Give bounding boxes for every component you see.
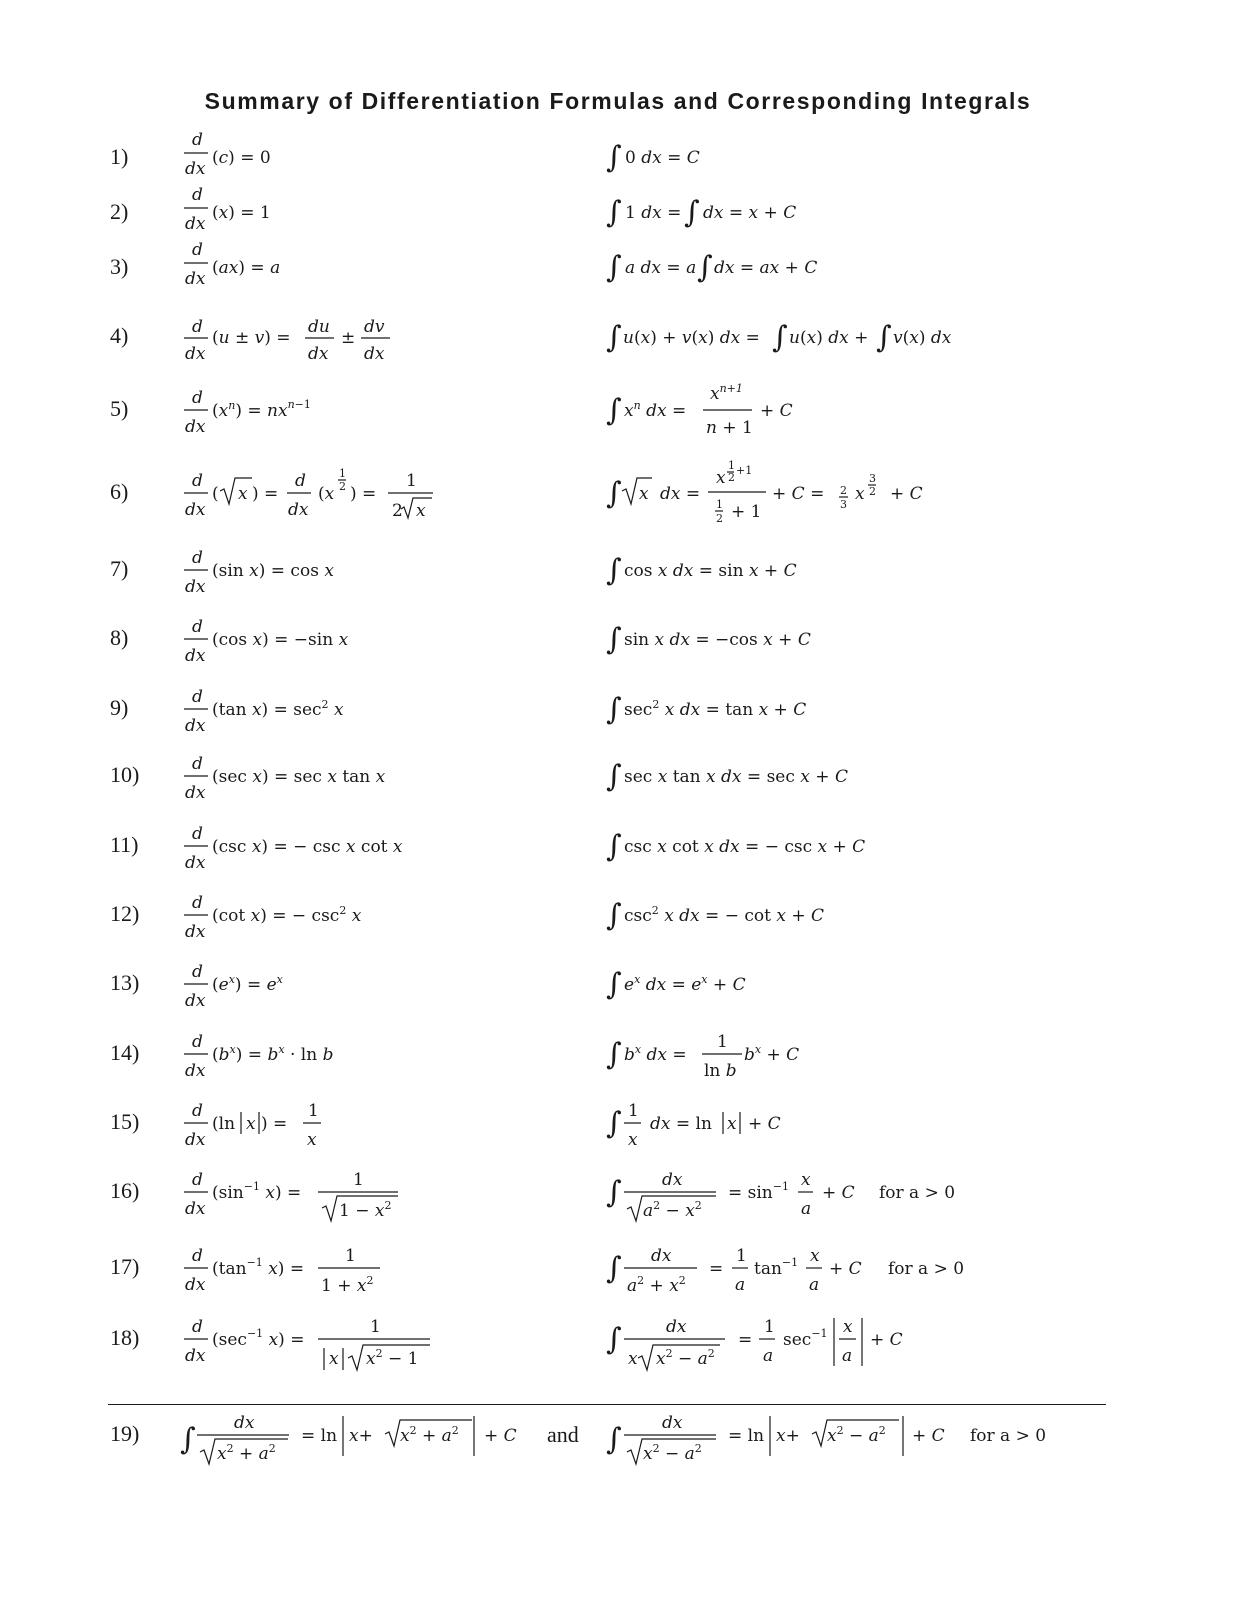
svg-text:dx: dx xyxy=(185,716,206,736)
svg-text:2: 2 xyxy=(392,501,403,521)
row-number: 16) xyxy=(110,1178,140,1203)
svg-text:2: 2 xyxy=(716,512,723,525)
svg-text:(tan−1 x) =: ($\tan^{-1}$ x) = xyxy=(212,1256,305,1279)
svg-text:(tan x) = sec2 x: (tan $x) = \sec^2 x$ xyxy=(212,698,344,720)
svg-text:∫: ∫ xyxy=(876,320,892,355)
svg-text:a: a xyxy=(809,1275,820,1295)
row-number: 15) xyxy=(110,1109,140,1134)
svg-text:dx: dx xyxy=(662,1413,683,1433)
row-number: 12) xyxy=(110,901,140,926)
svg-text:1: 1 xyxy=(728,459,735,472)
row-number: 8) xyxy=(110,625,129,650)
svg-text:= ln: = ln xyxy=(728,1426,765,1446)
svg-text:x2 + a2: $x^2 + a^2$ xyxy=(400,1424,459,1446)
svg-text:d: d xyxy=(192,1032,203,1052)
svg-text:cos x dx = sin x + C: cos x dx = sin x + C xyxy=(624,561,797,581)
svg-text:= sin−1: = $\sin^{-1}$ xyxy=(728,1180,789,1203)
svg-text:dx: dx xyxy=(185,417,206,437)
svg-text:1: 1 xyxy=(764,1317,775,1337)
svg-text:v(x) dx: v(x) dx xyxy=(893,328,952,348)
svg-text:∫: ∫ xyxy=(606,1175,622,1210)
svg-text:∫: ∫ xyxy=(606,1422,622,1457)
row-number: 10) xyxy=(110,762,140,787)
svg-text:d: d xyxy=(192,548,203,568)
svg-text:∫: ∫ xyxy=(606,1106,622,1141)
svg-text:∫: ∫ xyxy=(606,476,622,511)
row-number: 11) xyxy=(110,832,139,857)
svg-text:u(x) dx +: u(x) dx + xyxy=(789,328,869,348)
svg-text:dx = ax + C: dx = ax + C xyxy=(714,258,818,278)
svg-text:1 + x2: $1 + x^2$ xyxy=(321,1274,374,1296)
svg-text:du: du xyxy=(308,317,330,337)
row-number: 17) xyxy=(110,1254,140,1279)
svg-text:∫: ∫ xyxy=(606,967,622,1002)
svg-text:u(x) + v(x) dx =: u(x) + v(x) dx = xyxy=(623,328,760,348)
svg-text:1: 1 xyxy=(406,471,417,491)
svg-text:d: d xyxy=(192,130,203,150)
svg-text:∫: ∫ xyxy=(606,320,622,355)
svg-text:a2 − x2: $a^2 - x^2$ xyxy=(643,1199,702,1221)
svg-text:dx: dx xyxy=(185,853,206,873)
svg-text:1: 1 xyxy=(628,1101,639,1121)
svg-text:dx: dx xyxy=(185,159,206,179)
row-number: 4) xyxy=(110,323,129,348)
svg-text:x: x xyxy=(639,484,649,504)
svg-text:(cos x) = −sin x: (cos x) = −sin x xyxy=(212,630,349,650)
svg-text:dx: dx xyxy=(666,1317,687,1337)
svg-text:sin x dx = −cos x + C: sin x dx = −cos x + C xyxy=(624,630,811,650)
svg-text:2: 2 xyxy=(869,485,876,498)
svg-text:∫: ∫ xyxy=(606,759,622,794)
connector-text: and xyxy=(547,1422,579,1447)
svg-text:1 dx =: 1 dx = xyxy=(625,203,682,223)
svg-text:sec2 x dx = tan x + C: $\sec^2 x$ dx = tan x + C xyxy=(624,698,807,720)
svg-text:d: d xyxy=(192,824,203,844)
svg-text:bx + C: $b^x + C$ xyxy=(744,1043,800,1065)
row-number: 1) xyxy=(110,144,129,169)
svg-text:=: = xyxy=(709,1259,724,1279)
svg-text:(c) = 0: (c) = 0 xyxy=(212,148,271,168)
svg-text:(cot x) = − csc2 x: (cot x) = − $\csc^2 x$ xyxy=(212,904,362,926)
svg-text:x: x xyxy=(307,1130,317,1150)
svg-text:dx = ln: dx = ln xyxy=(650,1114,712,1134)
svg-text:1: 1 xyxy=(736,1246,747,1266)
svg-text:+ C: + C xyxy=(829,1259,862,1279)
svg-text:1: 1 xyxy=(345,1246,356,1266)
row-number: 5) xyxy=(110,396,129,421)
svg-text:dx: dx xyxy=(651,1246,672,1266)
svg-text:x: x xyxy=(716,468,726,488)
svg-text:x: x xyxy=(628,1349,638,1369)
svg-text:1: 1 xyxy=(308,1101,319,1121)
svg-text:(: ( xyxy=(212,484,219,504)
row-number: 9) xyxy=(110,695,129,720)
svg-text:1 − x2: $1 - x^2$ xyxy=(339,1199,392,1221)
svg-text:x: x xyxy=(855,484,865,504)
row-number: 2) xyxy=(110,199,129,224)
svg-text:dx =: dx = xyxy=(660,484,701,504)
svg-text:d: d xyxy=(192,754,203,774)
svg-text:(x) = 1: (x) = 1 xyxy=(212,203,271,223)
svg-text:a2 + x2: $a^2 + x^2$ xyxy=(627,1274,686,1296)
svg-text:ex dx = ex + C: $e^x$ dx = $e^x + C$ xyxy=(624,973,746,995)
svg-text:∫: ∫ xyxy=(606,1322,622,1357)
svg-text:+ C: + C xyxy=(484,1426,517,1446)
svg-text:(ex) = ex: $(e^x) = e^x$ xyxy=(212,973,283,995)
condition-text: for a > 0 xyxy=(970,1426,1047,1446)
svg-text:dx: dx xyxy=(288,500,309,520)
svg-text:dx: dx xyxy=(308,344,329,364)
svg-text:∫: ∫ xyxy=(606,1037,622,1072)
svg-text:x2 + a2: $x^2 + a^2$ xyxy=(217,1442,276,1464)
svg-text:+ C: + C xyxy=(870,1330,903,1350)
svg-text:dv: dv xyxy=(364,317,385,337)
svg-text:d: d xyxy=(192,893,203,913)
svg-text:+ C: + C xyxy=(890,484,923,504)
svg-text:∫: ∫ xyxy=(606,898,622,933)
svg-text:sec−1: $\sec^{-1}$ xyxy=(783,1327,828,1350)
svg-text:±: ± xyxy=(341,328,356,348)
svg-text:a: a xyxy=(763,1346,774,1366)
svg-text:d: d xyxy=(192,962,203,982)
svg-text:1: 1 xyxy=(717,1032,728,1052)
formula-row-18 xyxy=(0,1292,1236,1392)
svg-text:x2 − a2: $x^2 - a^2$ xyxy=(827,1424,886,1446)
svg-text:x: x xyxy=(416,501,426,521)
svg-text:x+: x+ xyxy=(776,1426,800,1446)
svg-text:dx: dx xyxy=(185,991,206,1011)
svg-text:x: x xyxy=(843,1317,853,1337)
svg-text:∫: ∫ xyxy=(772,320,788,355)
svg-text:bx dx =: $b^x$ dx = xyxy=(624,1043,687,1065)
svg-text:d: d xyxy=(192,1170,203,1190)
svg-text:(bx) = bx · ln b: $(b^x) = b^x \cdot \ln b$ xyxy=(212,1043,334,1065)
svg-text:d: d xyxy=(192,617,203,637)
svg-text:(csc x) = − csc x cot x: (csc x) = − csc x cot x xyxy=(212,837,403,857)
svg-text:∫: ∫ xyxy=(606,622,622,657)
svg-text:+ C: + C xyxy=(748,1114,781,1134)
svg-text:d: d xyxy=(295,471,306,491)
formula-row-19 xyxy=(0,1388,1236,1488)
svg-text:∫: ∫ xyxy=(606,393,622,428)
svg-text:(xn) = nxn−1: $(x^n) = nx^n-1$ xyxy=(212,398,311,421)
svg-text:dx: dx xyxy=(185,1275,206,1295)
svg-text:dx: dx xyxy=(185,646,206,666)
svg-text:x: x xyxy=(801,1170,811,1190)
svg-text:dx: dx xyxy=(185,344,206,364)
svg-text:(ln: (ln xyxy=(212,1114,236,1134)
svg-text:∫: ∫ xyxy=(606,140,622,175)
svg-text:xn+1: $x^{n+1}$ xyxy=(710,382,743,404)
svg-text:dx: dx xyxy=(185,1061,206,1081)
svg-text:0 dx = C: 0 dx = C xyxy=(625,148,700,168)
svg-text:(sec x) = sec x tan x: (sec x) = sec x tan x xyxy=(212,767,386,787)
svg-text:d: d xyxy=(192,317,203,337)
svg-text:a dx = a: a dx = a xyxy=(625,258,697,278)
svg-text:d: d xyxy=(192,687,203,707)
svg-text:3: 3 xyxy=(840,498,847,511)
svg-text:∫: ∫ xyxy=(606,692,622,727)
svg-text:dx: dx xyxy=(185,1346,206,1366)
condition-text: for a > 0 xyxy=(888,1259,965,1279)
svg-text:a: a xyxy=(735,1275,746,1295)
svg-text:+ C: + C xyxy=(822,1183,855,1203)
svg-text:dx: dx xyxy=(185,500,206,520)
svg-text:=: = xyxy=(738,1330,753,1350)
row-number: 13) xyxy=(110,970,140,995)
svg-text:sec x tan x dx = sec x + C: sec x tan x dx = sec x + C xyxy=(624,767,848,787)
row-number: 6) xyxy=(110,479,129,504)
svg-text:a: a xyxy=(801,1199,812,1219)
svg-text:csc2 x dx = − cot x + C: $\csc^2 x$ dx = − cot x + C xyxy=(624,904,825,926)
svg-text:tan−1: $\tan^{-1}$ xyxy=(754,1256,799,1279)
svg-text:1: 1 xyxy=(716,498,723,511)
svg-text:x+: x+ xyxy=(349,1426,373,1446)
svg-text:) =: ) = xyxy=(252,484,279,504)
svg-text:∫: ∫ xyxy=(606,829,622,864)
svg-text:∫: ∫ xyxy=(606,1251,622,1286)
svg-text:n + 1: n + 1 xyxy=(706,418,753,438)
svg-text:(sin−1 x) =: ($\sin^{-1}$ x) = xyxy=(212,1180,302,1203)
svg-text:∫: ∫ xyxy=(606,195,622,230)
svg-text:a: a xyxy=(842,1346,853,1366)
svg-text:dx = x + C: dx = x + C xyxy=(703,203,797,223)
svg-text:+ C: + C xyxy=(912,1426,945,1446)
svg-text:xn dx =: $x^n$ dx = xyxy=(624,399,687,421)
svg-text:dx: dx xyxy=(185,1130,206,1150)
svg-text:x2 − a2: $x^2 - a^2$ xyxy=(656,1347,715,1369)
svg-text:x: x xyxy=(246,1114,256,1134)
svg-text:d: d xyxy=(192,185,203,205)
svg-text:1: 1 xyxy=(370,1317,381,1337)
svg-text:x: x xyxy=(329,1349,339,1369)
svg-text:2: 2 xyxy=(728,471,735,484)
svg-text:∫: ∫ xyxy=(180,1422,196,1457)
svg-text:+1: +1 xyxy=(736,464,753,477)
svg-text:(sec−1 x) =: ($\sec^{-1}$ x) = xyxy=(212,1327,305,1350)
svg-text:d: d xyxy=(192,388,203,408)
svg-text:= ln: = ln xyxy=(301,1426,338,1446)
row-number: 14) xyxy=(110,1040,140,1065)
svg-text:+ 1: + 1 xyxy=(731,502,762,522)
svg-text:dx: dx xyxy=(185,269,206,289)
row-number: 3) xyxy=(110,254,129,279)
svg-text:x2 − a2: $x^2 - a^2$ xyxy=(643,1442,702,1464)
svg-text:1: 1 xyxy=(339,467,346,480)
svg-text:x: x xyxy=(810,1246,820,1266)
svg-text:) =: ) = xyxy=(350,484,377,504)
svg-text:∫: ∫ xyxy=(606,250,622,285)
svg-text:dx: dx xyxy=(185,1199,206,1219)
svg-text:(x: (x xyxy=(318,484,335,504)
page-title: Summary of Differentiation Formulas and Corresponding Integrals xyxy=(204,88,1032,114)
svg-text:dx: dx xyxy=(185,577,206,597)
svg-text:d: d xyxy=(192,240,203,260)
svg-text:x: x xyxy=(727,1114,737,1134)
condition-text: for a > 0 xyxy=(879,1183,956,1203)
svg-text:∫: ∫ xyxy=(697,250,713,285)
svg-text:d: d xyxy=(192,1317,203,1337)
svg-text:(sin x) = cos x: (sin x) = cos x xyxy=(212,561,334,581)
svg-text:+ C: + C xyxy=(760,401,793,421)
svg-text:d: d xyxy=(192,1246,203,1266)
svg-text:ln b: ln b xyxy=(704,1061,737,1081)
svg-text:x2 − 1: $x^2 - 1$ xyxy=(366,1347,419,1369)
svg-text:1: 1 xyxy=(353,1170,364,1190)
svg-text:3: 3 xyxy=(869,472,876,485)
svg-text:dx: dx xyxy=(185,922,206,942)
svg-text:(u ± v) =: (u ± v) = xyxy=(212,328,291,348)
row-number: 18) xyxy=(110,1325,140,1350)
svg-text:dx: dx xyxy=(185,783,206,803)
svg-text:2: 2 xyxy=(840,484,847,497)
row-number: 19) xyxy=(110,1421,140,1446)
svg-text:) =: ) = xyxy=(261,1114,288,1134)
svg-text:+ C =: + C = xyxy=(772,484,825,504)
row-number: 7) xyxy=(110,556,129,581)
svg-text:∫: ∫ xyxy=(606,553,622,588)
svg-text:csc x cot x dx = − csc x + C: csc x cot x dx = − csc x + C xyxy=(624,837,866,857)
svg-text:d: d xyxy=(192,471,203,491)
svg-text:(ax) = a: (ax) = a xyxy=(212,258,281,278)
svg-text:∫: ∫ xyxy=(684,195,700,230)
svg-text:dx: dx xyxy=(234,1413,255,1433)
svg-text:d: d xyxy=(192,1101,203,1121)
svg-text:dx: dx xyxy=(662,1170,683,1190)
svg-text:dx: dx xyxy=(185,214,206,234)
svg-text:dx: dx xyxy=(364,344,385,364)
svg-text:x: x xyxy=(628,1130,638,1150)
svg-text:x: x xyxy=(238,484,248,504)
svg-text:2: 2 xyxy=(339,480,346,493)
